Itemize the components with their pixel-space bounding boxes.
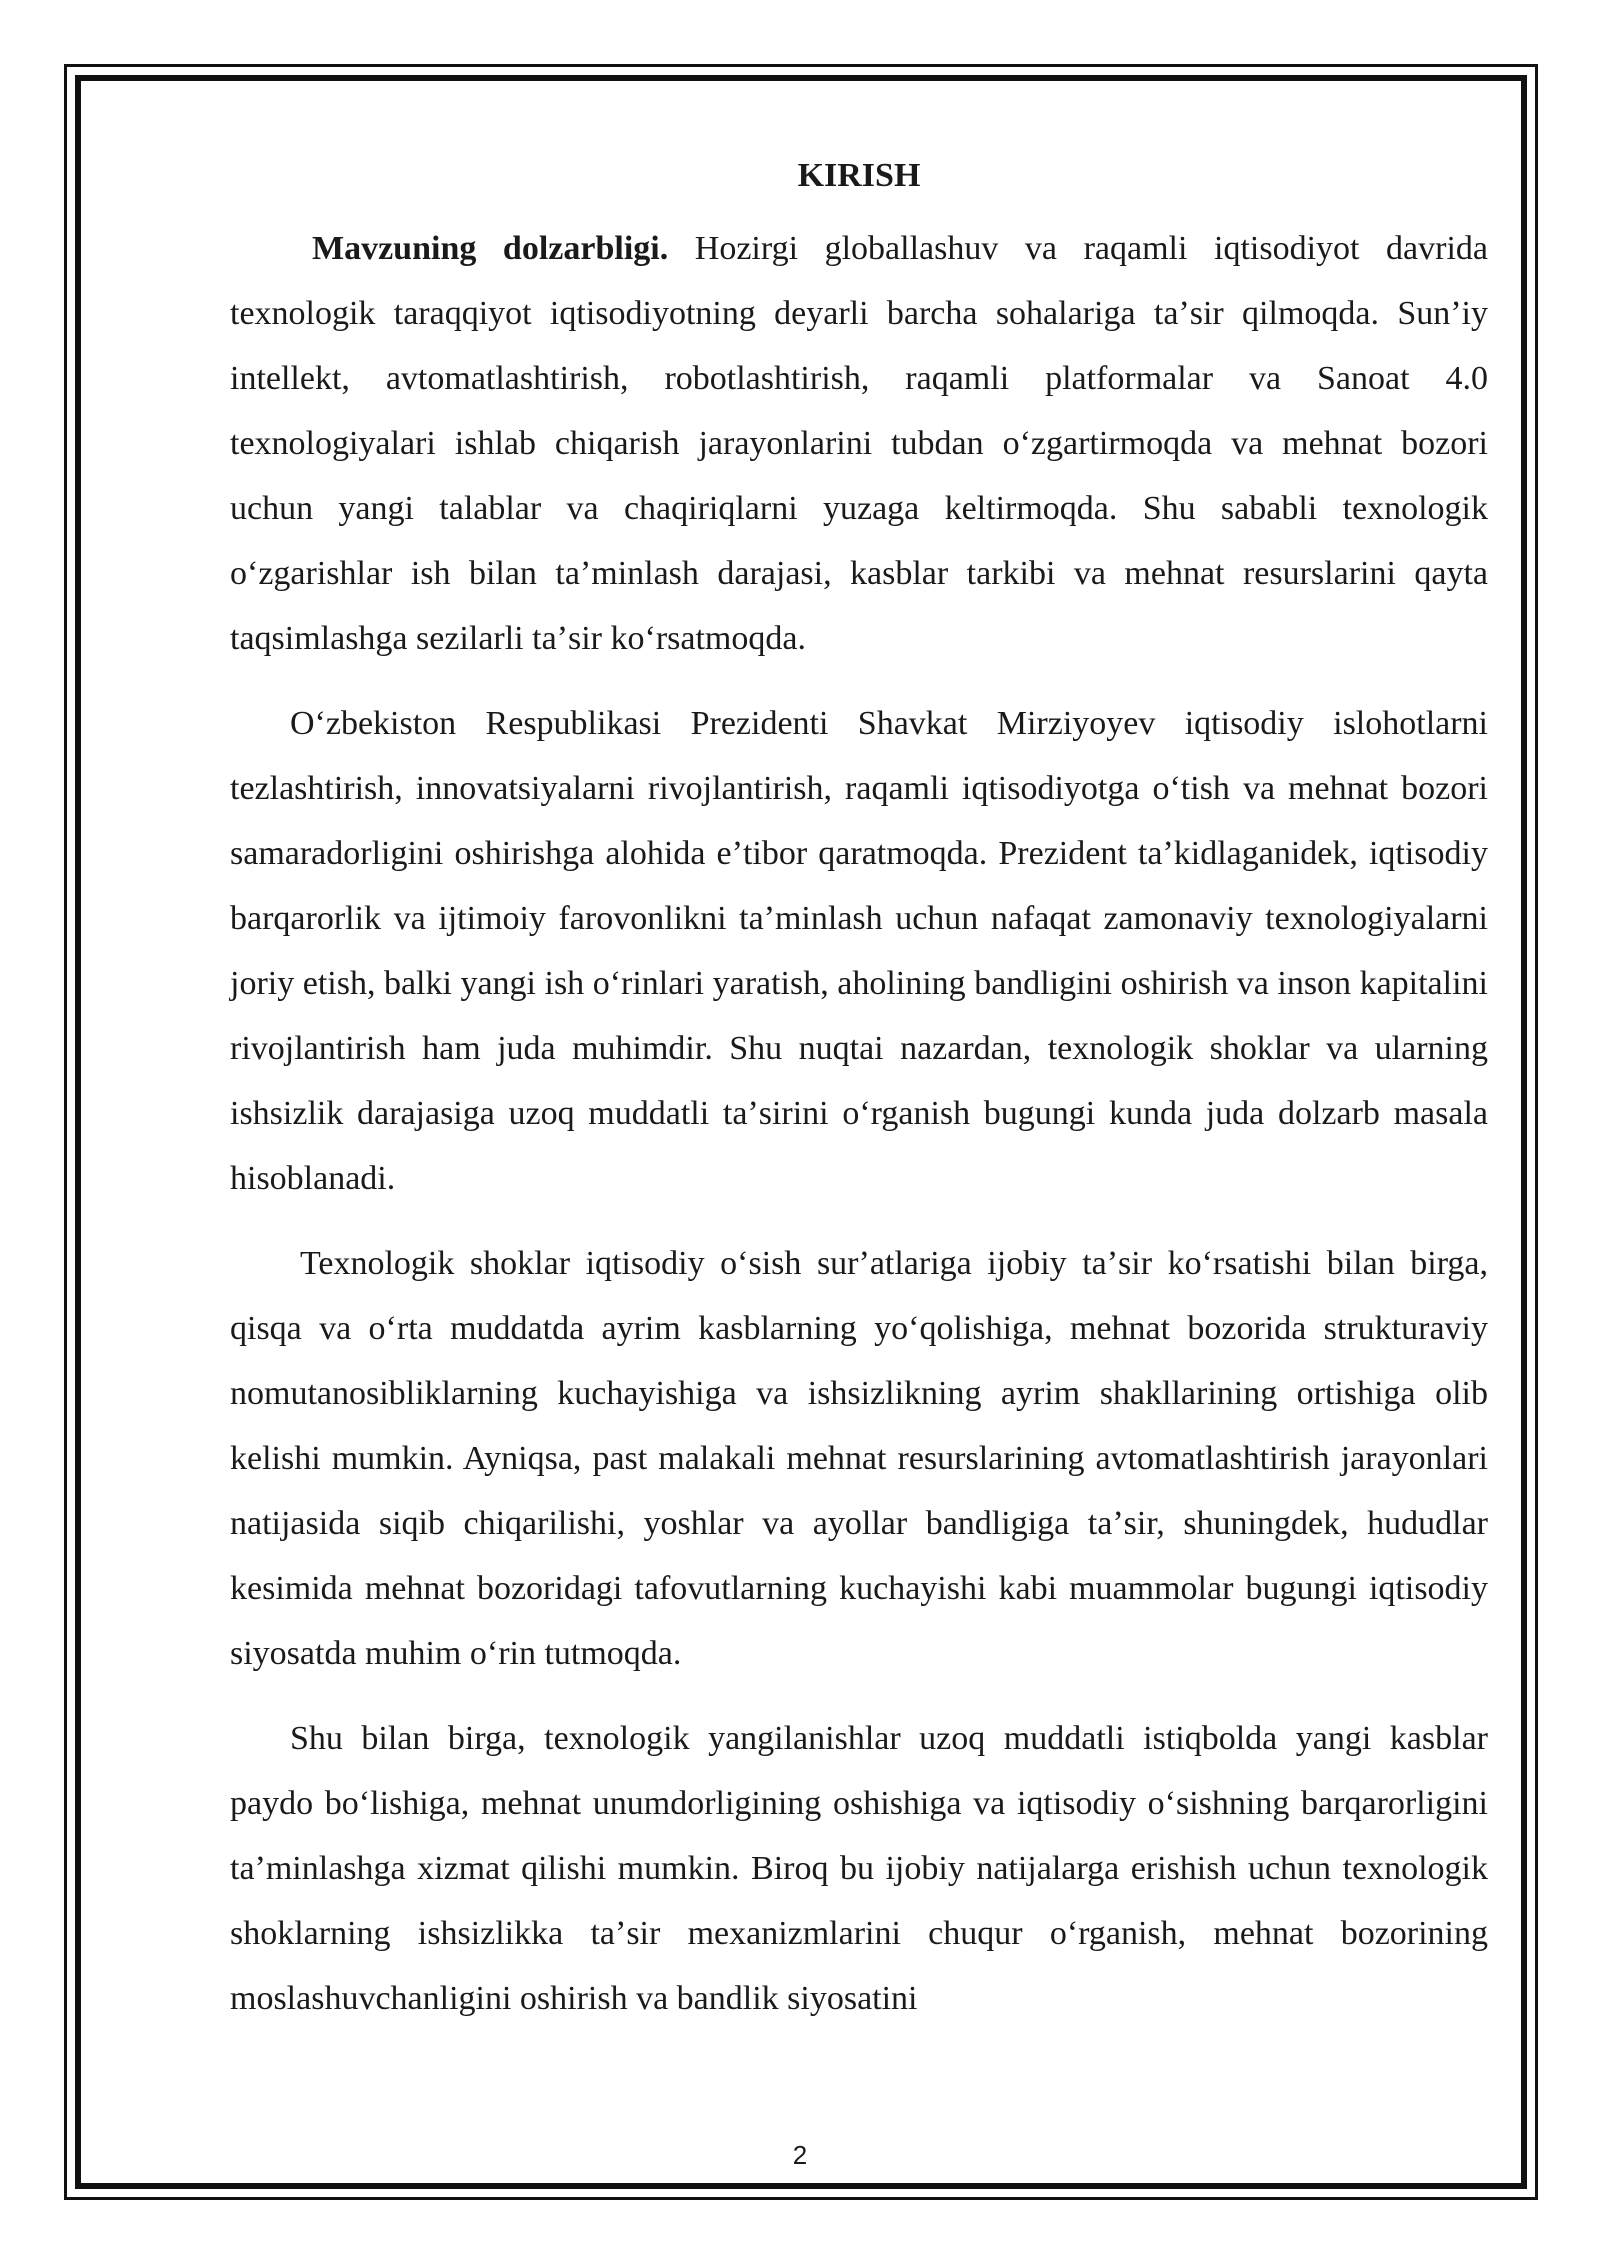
- paragraph-innovation: [230, 1706, 1488, 2031]
- paragraph-lead: Mavzuning dolzarbligi.: [312, 230, 669, 267]
- paragraph-president: [230, 691, 1488, 1211]
- paragraph-relevance: [230, 216, 1488, 671]
- section-heading: KIRISH: [797, 157, 921, 194]
- page-number: 2: [792, 2140, 808, 2170]
- paragraph-text: Shu bilan birga, texnologik yangilanishlar uzoq muddatli istiqbolda yangi kasblar paydo boʻlishiga, mehnat unumdorligining oshishiga va iqtisodiy oʻsishning barqarorligini taʼminlashga xizmat qilishi mumkin. Biroq bu ijobiy natijalarga erishish uchun texnologik shoklarning ishsizlikka taʼsir mexanizmlarini chuqur oʻrganish, mehnat bozorining moslashuvchanligini oshirish va bandlik siyosatini: [230, 1720, 1488, 2017]
- paragraph-text: Oʻzbekiston Respublikasi Prezidenti Shavkat Mirziyoyev iqtisodiy islohotlarni tezlashtirish, innovatsiyalarni rivojlantirish, raqamli iqtisodiyotga oʻtish va mehnat bozori samaradorligini oshirishga alohida eʼtibor qaratmoqda. Prezident taʼkidlaganidek, iqtisodiy barqarorlik va ijtimoiy farovonlikni taʼminlash uchun nafaqat zamonaviy texnologiyalarni joriy etish, balki yangi ish oʻrinlari yaratish, aholining bandligini oshirish va inson kapitalini rivojlantirish ham juda muhimdir. Shu nuqtai nazardan, texnologik shoklar va ularning ishsizlik darajasiga uzoq muddatli taʼsirini oʻrganish bugungi kunda juda dolzarb masala hisoblanadi.: [230, 705, 1488, 1197]
- paragraph-text: Texnologik shoklar iqtisodiy oʻsish surʼatlariga ijobiy taʼsir koʻrsatishi bilan birga, qisqa va oʻrta muddatda ayrim kasblarning yoʻqolishiga, mehnat bozorida strukturaviy nomutanosibliklarning kuchayishiga va ishsizlikning ayrim shakllarining ortishiga olib kelishi mumkin. Ayniqsa, past malakali mehnat resurslarining avtomatlashtirish jarayonlari natijasida siqib chiqarilishi, yoshlar va ayollar bandligiga taʼsir, shuningdek, hududlar kesimida mehnat bozoridagi tafovutlarning kuchayishi kabi muammolar bugungi iqtisodiy siyosatda muhim oʻrin tutmoqda.: [230, 1245, 1488, 1672]
- paragraph-text: Hozirgi globallashuv va raqamli iqtisodiyot davrida texnologik taraqqiyot iqtisodiyotning deyarli barcha sohalariga taʼsir qilmoqda. Sunʼiy intellekt, avtomatlashtirish, robotlashtirish, raqamli platformalar va Sanoat 4.0 texnologiyalari ishlab chiqarish jarayonlarini tubdan oʻzgartirmoqda va mehnat bozori uchun yangi talablar va chaqiriqlarni yuzaga keltirmoqda. Shu sababli texnologik oʻzgarishlar ish bilan taʼminlash darajasi, kasblar tarkibi va mehnat resurslarini qayta taqsimlashga sezilarli taʼsir koʻrsatmoqda.: [230, 230, 1489, 657]
- paragraph-tech-shocks: [230, 1231, 1488, 1686]
- document-body: [230, 148, 1488, 2051]
